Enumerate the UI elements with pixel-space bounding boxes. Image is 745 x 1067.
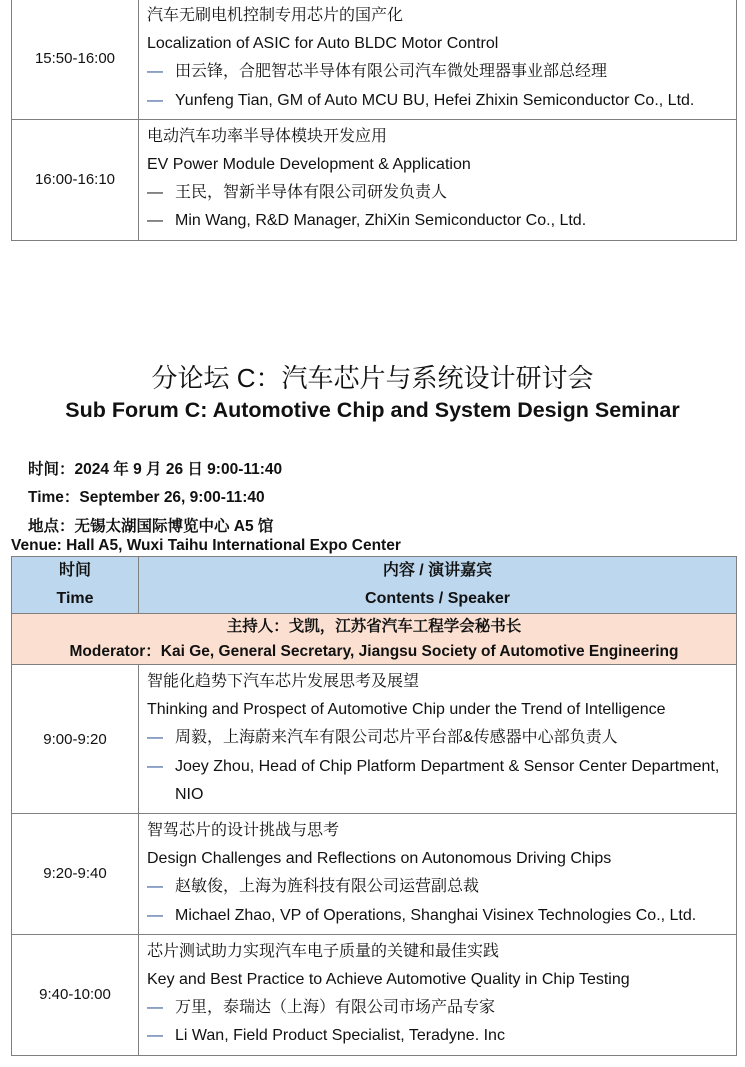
session-time: 9:20-9:40	[12, 814, 139, 935]
forum-time-en: Time：September 26, 9:00-11:40	[28, 489, 265, 506]
session-title-en: EV Power Module Development & Application	[147, 156, 471, 174]
speaker-en-text: Michael Zhao, VP of Operations, Shanghai Visinex Technologies Co., Ltd.	[175, 906, 697, 924]
header-time-en: Time	[56, 590, 94, 607]
speaker-cn-text: 田云锋，合肥智芯半导体有限公司汽车微处理器事业部总经理	[175, 63, 608, 81]
header-content	[139, 557, 737, 614]
session-content	[139, 934, 737, 1055]
moderator-en: Moderator：Kai Ge, General Secretary, Jiangsu Society of Automotive Engineering	[69, 643, 679, 660]
speaker-en	[147, 207, 728, 235]
session-time: 15:50-16:00	[12, 0, 139, 119]
speaker-cn	[147, 179, 728, 207]
session-time: 9:00-9:20	[12, 665, 139, 814]
speaker-cn	[147, 994, 728, 1022]
header-content-cn: 内容 / 演讲嘉宾	[382, 562, 493, 579]
speaker-cn-text: 周毅，上海蔚来汽车有限公司芯片平台部&传感器中心部负责人	[175, 729, 618, 747]
speaker-en	[147, 1022, 728, 1050]
session-content	[139, 0, 737, 119]
moderator-cell	[12, 614, 737, 665]
forum-time-cn: 时间：2024 年 9 月 26 日 9:00-11:40	[28, 461, 283, 478]
speaker-cn-text: 赵敏俊，上海为旌科技有限公司运营副总裁	[175, 878, 480, 896]
dash-marker: —	[147, 729, 163, 747]
moderator-row	[12, 614, 737, 665]
speaker-cn	[147, 724, 728, 752]
table-row	[12, 119, 737, 240]
moderator-cn: 主持人：戈凯，江苏省汽车工程学会秘书长	[226, 618, 522, 635]
speaker-en	[147, 902, 728, 930]
table-row	[12, 814, 737, 935]
speaker-en-text: Yunfeng Tian, GM of Auto MCU BU, Hefei Zhixin Semiconductor Co., Ltd.	[175, 91, 695, 109]
dash-marker: —	[147, 878, 163, 896]
speaker-cn-text: 王民，智新半导体有限公司研发负责人	[175, 184, 448, 202]
session-title-en: Thinking and Prospect of Automotive Chip under the Trend of Intelligence	[147, 701, 666, 719]
session-content	[139, 665, 737, 814]
session-title-cn: 芯片测试助力实现汽车电子质量的关键和最佳实践	[147, 942, 500, 960]
dash-marker: —	[147, 91, 163, 109]
dash-marker: —	[147, 999, 163, 1017]
speaker-en-text: Li Wan, Field Product Specialist, Teradyne. Inc	[175, 1027, 505, 1045]
session-time: 16:00-16:10	[12, 119, 139, 240]
schedule-table	[11, 556, 737, 1056]
header-time	[12, 557, 139, 614]
dash-marker: —	[147, 757, 163, 775]
previous-schedule-table	[11, 0, 737, 241]
table-row	[12, 665, 737, 814]
forum-venue-en: Venue: Hall A5, Wuxi Taihu International Expo Center	[11, 537, 401, 554]
session-content	[139, 814, 737, 935]
forum-title-en: Sub Forum C: Automotive Chip and System Design Seminar	[65, 398, 680, 422]
session-title-cn: 智能化趋势下汽车芯片发展思考及展望	[147, 673, 420, 690]
forum-venue-cn: 地点：无锡太湖国际博览中心 A5 馆	[28, 518, 274, 535]
session-title-cn: 智驾芯片的设计挑战与思考	[147, 822, 340, 840]
dash-marker: —	[147, 184, 163, 202]
header-time-cn: 时间	[58, 562, 91, 579]
speaker-cn	[147, 873, 728, 901]
session-title-en: Design Challenges and Reflections on Autonomous Driving Chips	[147, 850, 612, 868]
speaker-en	[147, 753, 728, 809]
session-title-cn: 电动汽车功率半导体模块开发应用	[147, 127, 388, 145]
dash-marker: —	[147, 212, 163, 230]
dash-marker: —	[147, 1027, 163, 1045]
session-content	[139, 119, 737, 240]
table-row	[12, 934, 737, 1055]
dash-marker: —	[147, 63, 163, 81]
speaker-cn-text: 万里，泰瑞达（上海）有限公司市场产品专家	[175, 999, 496, 1017]
table-row	[12, 0, 737, 119]
session-title-en: Localization of ASIC for Auto BLDC Motor Control	[147, 35, 499, 53]
table-header-row	[12, 557, 737, 614]
session-title-cn: 汽车无刷电机控制专用芯片的国产化	[147, 7, 404, 24]
forum-title-cn: 分论坛 C：汽车芯片与系统设计研讨会	[151, 363, 594, 393]
speaker-cn	[147, 58, 728, 86]
dash-marker: —	[147, 906, 163, 924]
session-title-en: Key and Best Practice to Achieve Automotive Quality in Chip Testing	[147, 971, 630, 989]
speaker-en-text: Joey Zhou, Head of Chip Platform Department & Sensor Center Department, NIO	[175, 757, 720, 803]
speaker-en	[147, 87, 728, 115]
speaker-en-text: Min Wang, R&D Manager, ZhiXin Semiconductor Co., Ltd.	[175, 212, 587, 230]
header-content-en: Contents / Speaker	[365, 590, 510, 607]
session-time: 9:40-10:00	[12, 934, 139, 1055]
